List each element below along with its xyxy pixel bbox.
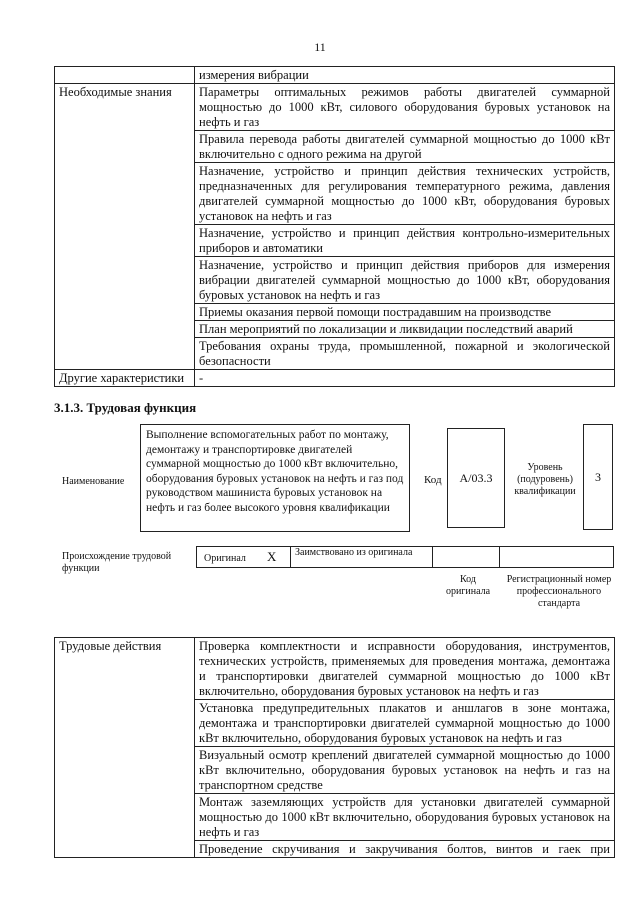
action-item: Монтаж заземляющих устройств для установки двигателей суммарной мощностью до 1000 кВт включительно, оборудования буровых установок на нефть и газ — [195, 794, 615, 841]
function-code: А/03.3 — [447, 428, 505, 528]
table-row — [55, 370, 615, 387]
knowledge-item: План мероприятий по локализации и ликвидации последствий аварий — [195, 321, 615, 338]
table-row — [55, 638, 615, 700]
other-value: - — [195, 370, 615, 387]
reg-number-cell — [499, 546, 614, 568]
knowledge-label: Необходимые знания — [55, 84, 195, 370]
original-label: Оригинал — [204, 553, 246, 564]
knowledge-item: Назначение, устройство и принцип действия приборов для измерения вибрации двигателей суммарной мощностью до 1000 кВт, оборудования буровых установок на нефть и газ — [195, 257, 615, 304]
borrowed-cell — [290, 546, 433, 568]
table-row — [55, 84, 615, 131]
name-label: Наименование — [62, 476, 125, 487]
code-label: Код — [424, 474, 442, 486]
knowledge-item: Правила перевода работы двигателей суммарной мощностью до 1000 кВт включительно с одного режима на другой — [195, 131, 615, 163]
function-name: Выполнение вспомогательных работ по монтажу, демонтажу и транспортировке двигателей суммарной мощностью до 1000 кВт включительно, оборудования буровых установок на нефть и газ под руководством машиниста буровых установок на нефть и газ более высокого уровня квалификации — [140, 424, 410, 532]
page-number: 11 — [314, 40, 326, 54]
labor-actions-table — [54, 637, 615, 858]
knowledge-item: Параметры оптимальных режимов работы двигателей суммарной мощностью до 1000 кВт, силового оборудования буровых установок на нефть и газ — [195, 84, 615, 131]
action-item: Проведение скручивания и закручивания болтов, винтов и гаек при — [195, 841, 615, 858]
origin-original-cell — [196, 546, 291, 568]
knowledge-item: Требования охраны труда, промышленной, пожарной и экологической безопасности — [195, 338, 615, 370]
action-item: Проверка комплектности и исправности оборудования, инструментов, технических устройств, применяемых для проведения монтажа, демонтажа и транспортировки двигателей суммарной мощностью до 1000 кВт включительно, оборудования буровых установок на нефть и газ — [195, 638, 615, 700]
table-cell: измерения вибрации — [195, 67, 615, 84]
knowledge-item: Назначение, устройство и принцип действия технических устройств, предназначенных для регулирования температурного режима, давления двигателей суммарной мощностью до 1000 кВт, оборудования буровых установок на нефть и газ — [195, 163, 615, 225]
origin-row — [196, 546, 614, 568]
qualification-level: 3 — [583, 424, 613, 530]
reg-number-label: Регистрационный номер профессионального стандарта — [506, 574, 612, 609]
action-item: Визуальный осмотр креплений двигателей суммарной мощностью до 1000 кВт включительно, оборудования буровых установок на нефть и газ на транспортном средстве — [195, 747, 615, 794]
actions-label: Трудовые действия — [55, 638, 195, 858]
original-mark: X — [267, 549, 277, 564]
knowledge-table — [54, 66, 615, 387]
origin-label: Происхождение трудовой функции — [62, 551, 172, 574]
level-label: Уровень (подуровень) квалификации — [514, 462, 576, 497]
action-item: Установка предупредительных плакатов и аншлагов в зоне монтажа, демонтажа и транспортировки двигателей суммарной мощностью до 1000 кВт включительно, оборудования буровых установок на нефть и газ — [195, 700, 615, 747]
table-row — [55, 67, 615, 84]
borrowed-label: Заимствовано из оригинала — [295, 547, 413, 558]
knowledge-item: Приемы оказания первой помощи пострадавшим на производстве — [195, 304, 615, 321]
section-title: 3.1.3. Трудовая функция — [54, 400, 197, 415]
code-original-cell — [432, 546, 500, 568]
code-original-label: Код оригинала — [445, 574, 491, 597]
other-label: Другие характеристики — [55, 370, 195, 387]
knowledge-item: Назначение, устройство и принцип действия контрольно-измерительных приборов и автоматики — [195, 225, 615, 257]
